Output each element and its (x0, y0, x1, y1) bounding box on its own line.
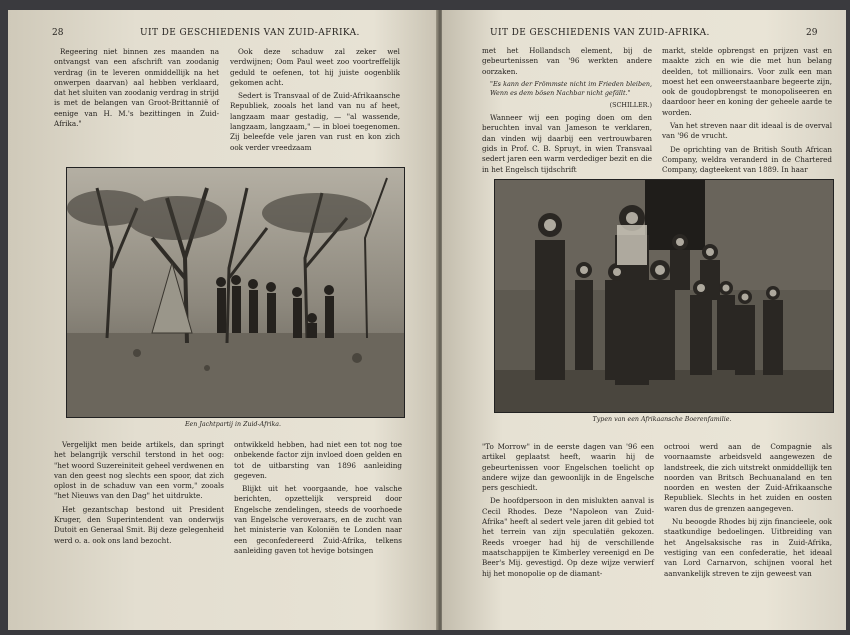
left-col2-top (230, 47, 400, 156)
photo-caption-left: Een Jachtpartij in Zuid-Afrika. (184, 421, 282, 428)
boer-family-image (495, 180, 833, 412)
left-col1-bottom (54, 440, 224, 549)
running-head-right: UIT DE GESCHIEDENIS VAN ZUID-AFRIKA. (490, 28, 710, 38)
paragraph: Wanneer wij een poging doen om den beruchten inval van Jameson te verklaren, dan vinden wij daarbij een vertrouwbaren gids in Prof. C. B. Spruyt, in wien Transvaal sedert jaren een warm verdediger bezit en die in het Engelsch tijdschrift (482, 113, 652, 174)
left-col1-top (54, 47, 219, 132)
left-page (8, 10, 438, 630)
paragraph: "To Morrow" in de eerste dagen van '96 een artikel geplaatst heeft, waarin hij de gebeurtenissen voor Engelschen toelicht op andere wijze dan gewoonlijk in de Engelsche pers geschiedt. (482, 442, 654, 493)
paragraph: De hoofdpersoon in den mislukten aanval is Cecil Rhodes. Deze "Napoleon van Zuid-Afrika" heeft al sedert vele jaren dit gebied tot het terrein van zijn speculatiën gekozen. Reeds vroeger had hij de verschillende maatschappijen te Kimberley vereenigd en De Beer's Mij. gevestigd. Op deze wijze verwierf hij het monopolie op de diamant- (482, 496, 654, 578)
boer-family-photo (494, 179, 834, 413)
paragraph: Regeering niet binnen zes maanden na ontvangst van een afschrift van zoodanig verdrag (in te leveren onmiddellijk na het onwerpen daarvan) aal hebben verklaard, dat het sluiten van zoodanig verdrag in strijd is met de belangen van Groot-Brittannië of eenige van H. M.'s bezittingen in Zuid-Afrika." (54, 47, 219, 129)
paragraph: Vergelijkt men beide artikels, dan springt het belangrijk verschil terstond in het oog: "het woord Suzereiniteit geheel verdwenen en van den geest nog slechts een spoor, dat zich oplost in de schaduw van een vorm," zooals "het Nieuws van den Dag" het uitdrukte. (54, 440, 224, 501)
paragraph: Nu beoogde Rhodes bij zijn financieele, ook staatkundige bedoelingen. Uitbreiding van het Angelsaksische ras in Zuid-Afrika, vestiging van een confederatie, het ideaal van Lord Carnarvon, schijnen vooral het aanvankelijk streven te zijn geweest van (664, 517, 832, 578)
paragraph: markt, stelde opbrengst en prijzen vast en maakte zich en wie die met hun belang deelden, tot millionairs. Voor zulk een man moest het een onweerstaanbare begeerte zijn, ook de goudopbrengst te monopoliseeren en daardoor heer en koning der geheele aarde te worden. (662, 46, 832, 117)
paragraph: octrooi werd aan de Compagnie als voornaamste arbeidsveld aangewezen de landstreek, die zich uitstrekt onmiddellijk ten noorden van Britsch Bechuanaland en ten noorden en westen der Zuid-Afrikaansche Republiek. Slechts in het zuiden en oosten waren dus de grenzen aangegeven. (664, 442, 832, 513)
page-number-right: 29 (806, 28, 818, 38)
paragraph: Blijkt uit het voorgaande, hoe valsche berichten, opzettelijk verspreid door Engelsche zendelingen, steeds de voorhoede van Engelsche veroveraars, en de zucht van het ministerie van Koloniën te Londen naar een geconfedereerd Zuid-Afrika, telkens aanleiding gaven tot hevige botsingen (234, 484, 402, 555)
right-col1-bottom (482, 442, 654, 582)
hunting-party-photo (66, 167, 405, 418)
paragraph: ontwikkeld hebben, had niet een tot nog toe onbekende factor zijn invloed doen gelden en tot de uitbarsting van 1896 aanleiding gegeven. (234, 440, 402, 480)
left-col2-bottom (234, 440, 402, 559)
schiller-quote: "Es kann der Frömmste nicht im Frieden bleiben, Wenn es dem bösen Nachbar nicht gefällt." (490, 79, 652, 97)
right-col1-top (482, 46, 652, 178)
right-col2-bottom (664, 442, 832, 582)
photo-caption-right: Typen van een Afrikaansche Boerenfamilie. (592, 416, 732, 423)
paragraph: Sedert is Transvaal of de Zuid-Afrikaansche Republiek, zooals het land van nu af heet, langzaam maar gestadig, — "al wassende, langzaam, langzaam," — in bloei toegenomen. Zij beleefde vele jaren van rust en kon zich ook verder vreedzaam (230, 91, 400, 152)
paragraph: Het gezantschap bestond uit President Kruger, den Superintendent van onderwijs Dutoit en Generaal Smit. Bij deze gelegenheid werd o. a. ook ons land bezocht. (54, 504, 224, 545)
paragraph: Van het streven naar dit ideaal is de overval van '96 de vrucht. (662, 121, 832, 141)
right-col2-top (662, 46, 832, 179)
paragraph: De oprichting van de British South African Company, weldra veranderd in de Chartered Company, dagteekent van 1889. In haar (662, 144, 832, 175)
page-number-left: 28 (52, 28, 64, 38)
hunting-party-image (67, 168, 404, 417)
paragraph: Ook deze schaduw zal zeker wel verdwijnen; Oom Paul weet zoo voortreffelijk geduld te oefenen, tot hij juiste oogenblik gekomen acht. (230, 47, 400, 87)
running-head-left: UIT DE GESCHIEDENIS VAN ZUID-AFRIKA. (140, 28, 360, 38)
paragraph: met het Hollandsch element, bij de gebeurtenissen van '96 werkten andere oorzaken. (482, 46, 652, 76)
right-page (442, 10, 846, 630)
quote-source: (SCHILLER.) (609, 100, 652, 109)
book-spread (8, 10, 846, 630)
